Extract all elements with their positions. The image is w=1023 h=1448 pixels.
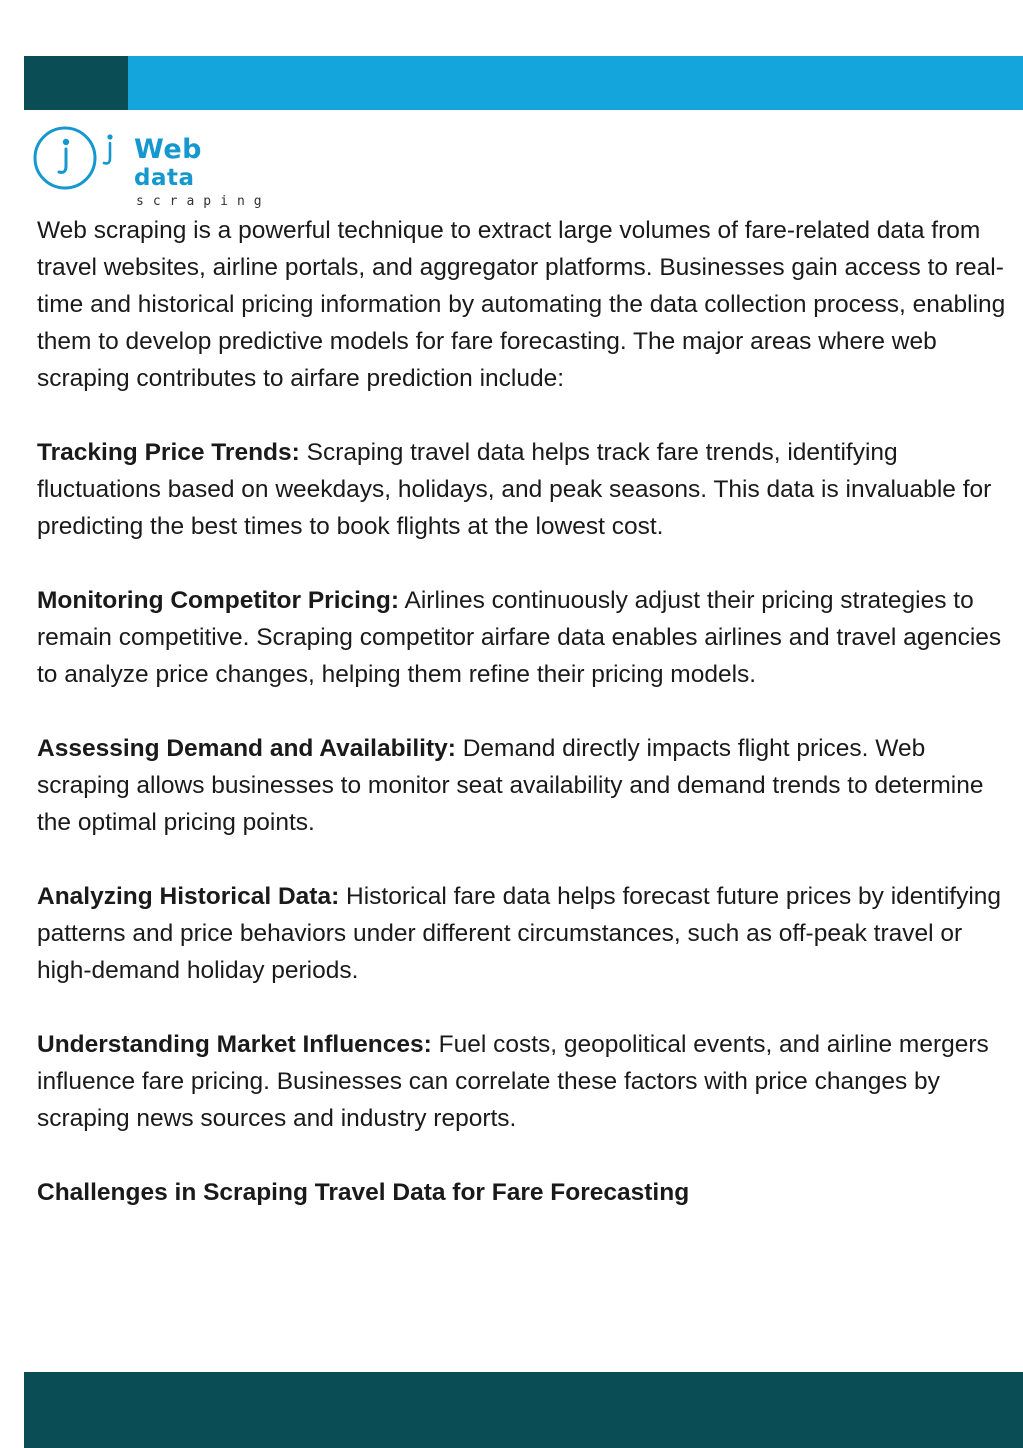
section-title: Monitoring Competitor Pricing: — [37, 587, 400, 614]
section-body: Fuel costs, geopolitical events, and airline mergers influence fare pricing. Businesses can correlate these factors with price changes by scraping news sources and industry reports. — [37, 1031, 989, 1132]
section-tracking-price-trends — [37, 434, 1012, 545]
section-title: Analyzing Historical Data: — [37, 883, 340, 910]
section-market-influences — [37, 1026, 1012, 1137]
brand-logo — [30, 122, 271, 209]
brand-name-web: Web — [134, 134, 202, 165]
section-body: Scraping travel data helps track fare trends, identifying fluctuations based on weekdays, holidays, and peak seasons. This data is invaluable for predicting the best times to book flights at the lowest cost. — [37, 439, 992, 540]
section-monitoring-competitor-pricing — [37, 582, 1012, 693]
section-title: Assessing Demand and Availability: — [37, 735, 456, 762]
top-banner — [24, 56, 1023, 110]
brand-wordmark — [134, 134, 271, 209]
section-body: Historical fare data helps forecast future prices by identifying patterns and price behaviors under different circumstances, such as off-peak travel or high-demand holiday periods. — [37, 883, 1002, 984]
section-analyzing-historical-data — [37, 878, 1012, 989]
brand-name-data: data — [134, 165, 195, 191]
section-body: Demand directly impacts flight prices. Web scraping allows businesses to monitor seat availability and demand trends to determine the optimal pricing points. — [37, 735, 984, 836]
intro-paragraph: Web scraping is a powerful technique to extract large volumes of fare-related data from travel websites, airline portals, and aggregator platforms. Businesses gain access to real-time and historical pricing information by automating the data collection process, enabling them to develop predictive models for fare forecasting. The major areas where web scraping contributes to airfare prediction include: — [37, 217, 1006, 392]
logo-mark-icon — [30, 122, 130, 194]
section-assessing-demand — [37, 730, 1012, 841]
bottom-banner — [24, 1372, 1023, 1448]
section-title: Understanding Market Influences: — [37, 1031, 432, 1058]
document-body — [37, 212, 1012, 1211]
section-body: Airlines continuously adjust their pricing strategies to remain competitive. Scraping competitor airfare data enables airlines and travel agencies to analyze price changes, helping them refine their pricing models. — [37, 587, 1002, 688]
top-banner-accent — [24, 56, 128, 110]
brand-subtitle: scraping — [136, 194, 271, 209]
section-title: Tracking Price Trends: — [37, 439, 300, 466]
closing-heading: Challenges in Scraping Travel Data for Fare Forecasting — [37, 1179, 690, 1206]
